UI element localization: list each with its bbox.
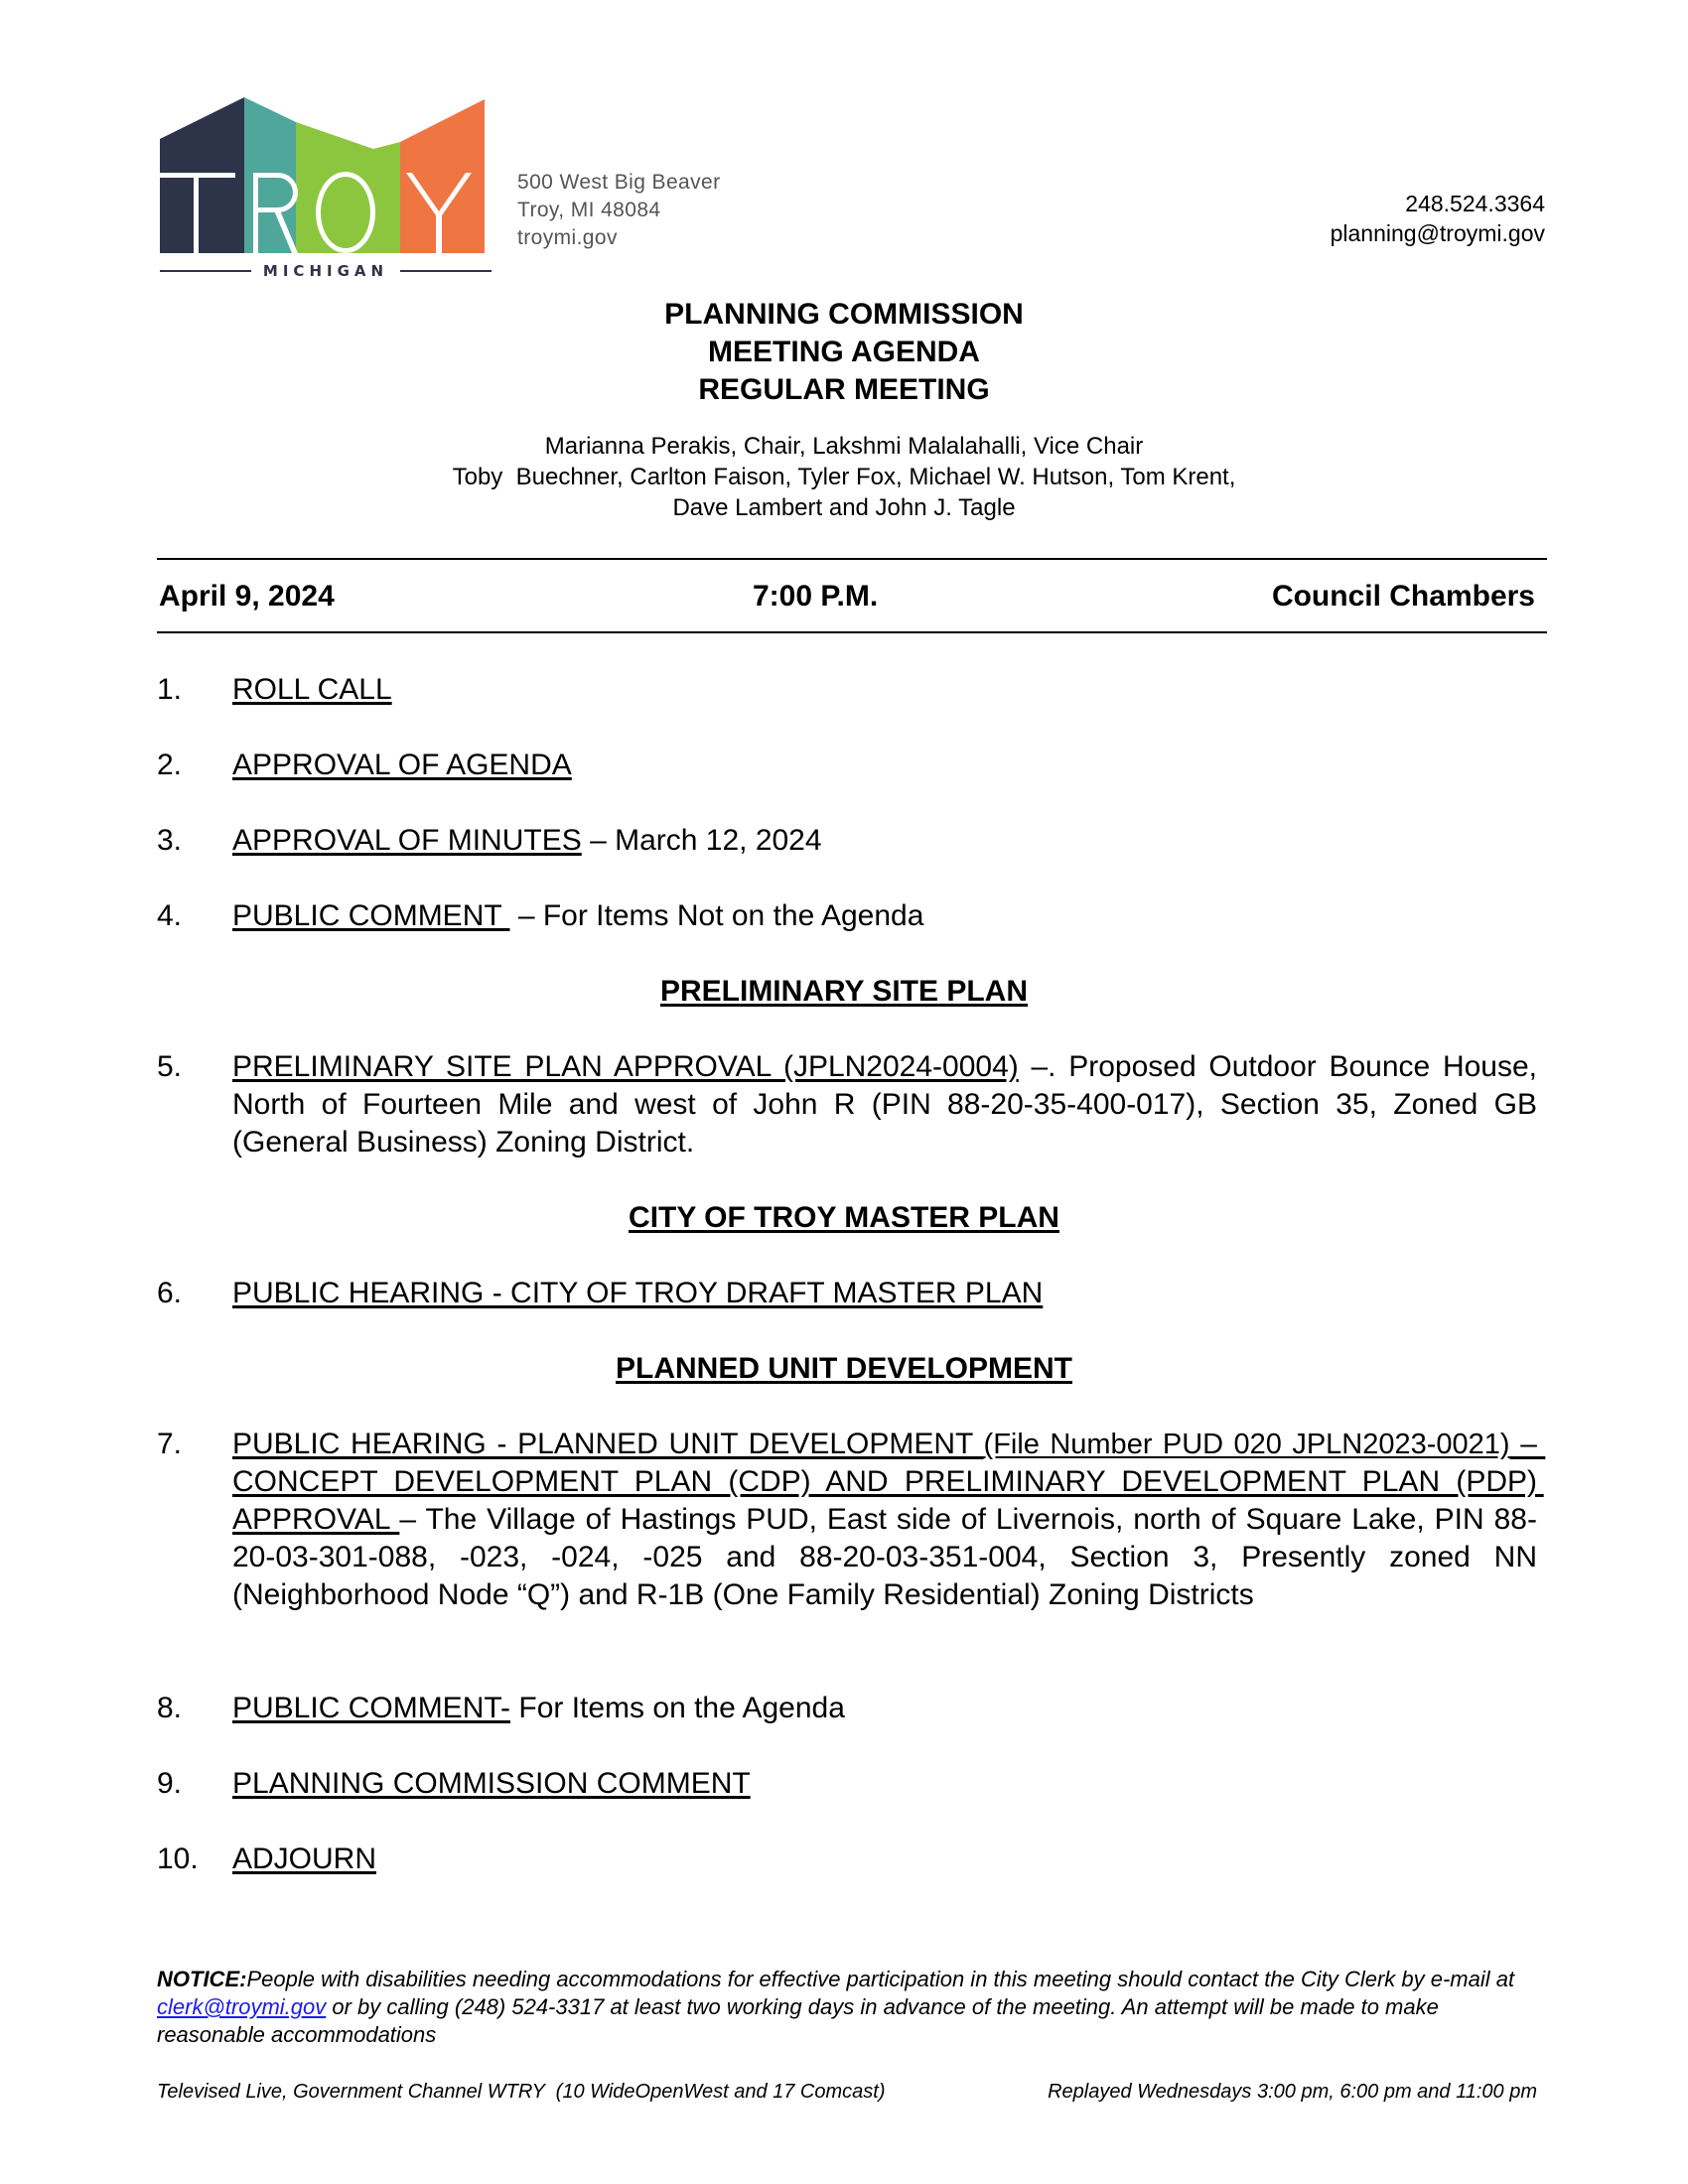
title-line-2: MEETING AGENDA — [708, 336, 980, 368]
agenda-item-5 — [157, 1048, 1537, 1161]
item-title: PUBLIC HEARING - CITY OF TROY DRAFT MASTER PLAN — [232, 1277, 1044, 1309]
agenda-item-6 — [157, 1275, 1537, 1312]
item-detail: –. Proposed Outdoor Bounce House, North of Fourteen Mile and west of John R (PIN 88-20-35-400-017), Section 35, Zoned GB (General Business) Zoning District. — [232, 1050, 1537, 1159]
section-heading-text: CITY OF TROY MASTER PLAN — [629, 1201, 1059, 1234]
members-line-1: Marianna Perakis, Chair, Lakshmi Malalahalli, Vice Chair — [544, 433, 1144, 460]
item-number: 9. — [157, 1767, 183, 1800]
broadcast-replay: Replayed Wednesdays 3:00 pm, 6:00 pm and 11:00 pm — [1048, 2081, 1537, 2103]
commission-members — [0, 431, 1688, 523]
item-title: APPROVAL OF AGENDA — [232, 749, 572, 781]
agenda-item-8 — [157, 1690, 1537, 1727]
address-street: 500 West Big Beaver — [517, 171, 721, 194]
notice-text: People with disabilities needing accommodations for effective participation in this meeting should contact the City Clerk by e-mail at — [246, 1967, 1515, 1991]
logo-michigan-text: MICHIGAN — [262, 262, 389, 278]
item-title: PUBLIC COMMENT- — [232, 1692, 511, 1724]
item-file-number: (File Number PUD 020 JPLN2023-0021) — [983, 1429, 1510, 1460]
broadcast-info — [157, 2079, 1537, 2105]
contact-phone: 248.524.3364 — [1405, 191, 1545, 216]
accessibility-notice — [157, 1966, 1537, 2049]
letterhead-contact — [1331, 189, 1545, 248]
contact-email: planning@troymi.gov — [1330, 220, 1545, 246]
letterhead-address — [517, 169, 721, 252]
item-number: 4. — [157, 899, 183, 932]
agenda-item-3 — [157, 822, 1537, 860]
agenda-title-block — [0, 296, 1688, 523]
title-line-1: PLANNING COMMISSION — [664, 298, 1024, 331]
members-line-3: Dave Lambert and John J. Tagle — [672, 494, 1016, 521]
item-title: APPROVAL OF MINUTES — [232, 824, 582, 857]
item-detail: – The Village of Hastings PUD, East side of Livernois, north of Square Lake, PIN 88-20-03-301-088, -023, -024, -025 and 88-20-03-351-004, Section 3, Presently zoned NN (Neighborhood Node “Q”) and R-1B (One Family Residential) Zoning Districts — [232, 1503, 1537, 1611]
item-title: PUBLIC COMMENT — [232, 899, 510, 932]
item-title: PRELIMINARY SITE PLAN APPROVAL (JPLN2024-0004) — [232, 1050, 1019, 1083]
meeting-time: 7:00 P.M. — [753, 580, 879, 613]
section-heading-master-plan — [0, 1199, 1688, 1237]
agenda-item-4 — [157, 897, 1537, 935]
item-detail: – March 12, 2024 — [581, 824, 822, 857]
item-detail: For Items on the Agenda — [510, 1692, 845, 1724]
agenda-item-1 — [157, 671, 1537, 709]
notice-label: NOTICE: — [157, 1967, 247, 1991]
section-heading-planned-unit-development — [0, 1350, 1688, 1388]
item-number: 3. — [157, 824, 183, 857]
address-website: troymi.gov — [517, 226, 618, 249]
item-title: PLANNING COMMISSION COMMENT — [232, 1767, 751, 1800]
section-heading-text: PRELIMINARY SITE PLAN — [659, 975, 1029, 1008]
item-number: 1. — [157, 673, 183, 706]
troy-logo — [157, 94, 494, 278]
item-number: 8. — [157, 1692, 183, 1724]
meeting-date: April 9, 2024 — [159, 580, 335, 613]
agenda-item-9 — [157, 1765, 1537, 1803]
members-line-2: Toby Buechner, Carlton Faison, Tyler Fox, Michael W. Hutson, Tom Krent, — [452, 464, 1236, 490]
item-title: ROLL CALL — [232, 673, 392, 706]
meeting-info-bar — [157, 558, 1547, 633]
troy-logo-graphic — [157, 94, 494, 278]
agenda-item-7 — [157, 1426, 1546, 1614]
item-number: 5. — [157, 1050, 183, 1083]
item-detail: – For Items Not on the Agenda — [509, 899, 924, 932]
broadcast-live: Televised Live, Government Channel WTRY (10 WideOpenWest and 17 Comcast) — [157, 2081, 886, 2103]
item-number: 2. — [157, 749, 183, 781]
meeting-location: Council Chambers — [1271, 580, 1535, 613]
item-title: PUBLIC HEARING - PLANNED UNIT DEVELOPMENT — [232, 1428, 984, 1460]
item-number: 6. — [157, 1277, 183, 1309]
agenda-item-2 — [157, 747, 1537, 784]
notice-text-continued: or by calling (248) 524-3317 at least two working days in advance of the meeting. An attempt will be made to make reasonable accommodations — [157, 1994, 1439, 2047]
title-line-3: REGULAR MEETING — [698, 373, 990, 406]
section-heading-preliminary-site-plan — [0, 973, 1688, 1011]
section-heading-text: PLANNED UNIT DEVELOPMENT — [615, 1352, 1073, 1385]
clerk-email-link[interactable]: clerk@troymi.gov — [157, 1994, 327, 2019]
logo-house-green — [296, 122, 400, 253]
item-number: 7. — [157, 1428, 183, 1460]
address-city: Troy, MI 48084 — [517, 199, 661, 221]
agenda-item-10 — [157, 1841, 1537, 1878]
item-number: 10. — [157, 1843, 199, 1875]
item-title-continued: – CONCEPT DEVELOPMENT PLAN (CDP) AND PRELIMINARY DEVELOPMENT PLAN (PDP) APPROVAL — [232, 1428, 1546, 1536]
item-title: ADJOURN — [232, 1843, 377, 1875]
